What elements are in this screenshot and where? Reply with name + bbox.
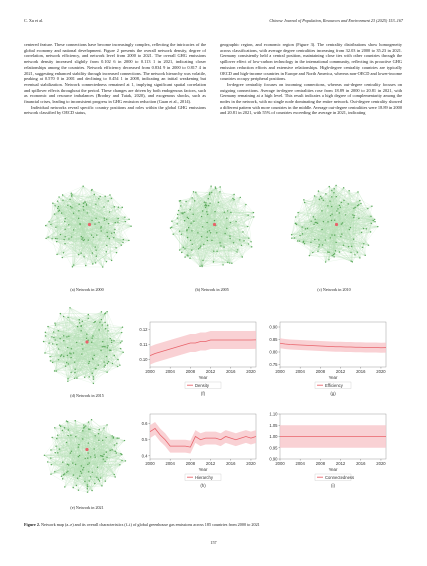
- figure-caption: [24, 522, 404, 527]
- x-tick-label: 2000: [145, 461, 155, 466]
- x-axis-label: Year: [198, 375, 208, 380]
- running-head-authors: C. Xu et al.: [24, 18, 44, 23]
- connectedness-chart: [260, 410, 390, 503]
- hub-node: [213, 223, 216, 226]
- network-caption: (e) Network in 2021: [70, 505, 104, 510]
- y-tick-label: 0.95: [269, 445, 278, 451]
- right-text-column: [220, 42, 402, 116]
- legend-label: Connectedness: [325, 474, 355, 480]
- y-tick-label: 0.4: [141, 453, 148, 459]
- network-caption: (c) Network in 2010: [317, 287, 351, 292]
- network-edges: [170, 186, 253, 266]
- y-tick-label: 0.90: [269, 324, 278, 330]
- network-map-2015: [40, 300, 130, 390]
- x-tick-label: 2012: [205, 461, 216, 466]
- panel-label: (h): [200, 483, 206, 488]
- x-tick-label: 2000: [275, 461, 285, 466]
- x-tick-label: 2020: [246, 369, 256, 374]
- network-map-2021: [40, 405, 130, 500]
- paragraph: geographic region, and economic region (Figure 3). The centrality distributions show homogeneity across classifications, with average degree centralities increasing from 32.03 in 2000 to 35.23 in 2021. Germany consistently held a central position, maintaining close ties with other countries through the spillover effect of low-carbon technology in the international community, reflecting its proactive GHG emission reduction efforts and extensive relationships. High-degree centrality countries are typically OECD and high-income countries in Europe and North America, whereas non-OECD and lower-income countries occupy peripheral positions.: [220, 42, 402, 82]
- hub-node: [85, 448, 88, 451]
- x-tick-label: 2000: [145, 369, 155, 374]
- x-axis-label: Year: [328, 375, 338, 380]
- x-tick-label: 2008: [315, 461, 326, 466]
- x-tick-label: 2008: [185, 369, 196, 374]
- legend-label: Density: [195, 382, 209, 388]
- hierarchy-chart: [130, 410, 260, 503]
- x-tick-label: 2008: [315, 369, 326, 374]
- hub-node: [85, 340, 88, 343]
- x-tick-label: 2004: [165, 461, 175, 466]
- panel-label: (g): [330, 391, 336, 396]
- x-tick-label: 2004: [295, 369, 305, 374]
- figure-label: Figure 2.: [24, 522, 40, 527]
- network-caption: (b) Network in 2005: [195, 287, 229, 292]
- x-tick-label: 2016: [356, 461, 366, 466]
- x-tick-label: 2000: [275, 369, 285, 374]
- hub-node: [335, 223, 338, 226]
- x-axis-label: Year: [328, 467, 338, 472]
- panel-label: (f): [200, 391, 206, 396]
- x-tick-label: 2020: [246, 461, 256, 466]
- x-axis-label: Year: [198, 467, 208, 472]
- network-caption: (a) Network in 2000: [70, 287, 104, 292]
- y-tick-label: 0.11: [139, 342, 148, 347]
- page-number: 157: [210, 540, 217, 545]
- x-tick-label: 2020: [376, 369, 386, 374]
- y-tick-label: 0.10: [139, 357, 148, 362]
- confidence-band: [150, 331, 256, 365]
- hub-node: [88, 223, 91, 226]
- density-chart: [130, 318, 260, 411]
- network-map-2005: [165, 170, 260, 285]
- x-tick-label: 2004: [295, 461, 305, 466]
- network-edges: [292, 185, 378, 262]
- x-tick-label: 2012: [205, 369, 216, 374]
- x-tick-label: 2008: [185, 461, 196, 466]
- figure-caption-text: Network map (a–e) and its overall characteristics (f–i) of global greenhouse gas emissions across 185 countries from 2000 to 2021: [39, 522, 260, 527]
- x-tick-label: 2016: [226, 461, 236, 466]
- network-map-2000: [40, 170, 135, 285]
- network-edges: [44, 308, 124, 384]
- network-map-2010: [287, 170, 382, 285]
- running-head-journal: Chinese Journal of Population, Resources and Environment 23 (2025) 153–167: [269, 18, 403, 23]
- network-edges: [46, 186, 131, 267]
- paragraph: centered feature. These connections have become increasingly complex, reflecting the intricacies of the global economy and national development. Figure 2 presents the overall network density, degree of correlation, network efficiency, and network level from 2000 to 2021. The overall GHG emissions network density increased slightly from 0.102 6 in 2000 to 0.113 1 in 2021, indicating closer relationships among the countries. Network efficiency decreased from 0.834 9 in 2000 to 0.817 4 in 2021, suggesting enhanced stability through increased connections. The network hierarchy was volatile, peaking at 0.570 0 in 2001 and declining to 0.454 1 in 2008, indicating an initial weakening but eventual stabilization. Network connectedness remained at 1, implying significant spatial correlation and spillover effects throughout the period. These changes are driven by both endogenous factors, such as economic and resource imbalances (Brodny and Tutak, 2020), and exogenous shocks, such as financial crises, leading to inconsistent progress in GHG emission reduction (Guan et al., 2014).: [24, 42, 206, 105]
- y-tick-label: 0.90: [269, 456, 278, 462]
- y-tick-label: 0.75: [269, 362, 278, 367]
- x-tick-label: 2004: [165, 369, 175, 374]
- legend-label: Efficiency: [325, 382, 343, 388]
- y-tick-label: 0.12: [139, 327, 148, 332]
- paragraph: In-degree centrality focuses on incoming connections, whereas out-degree centrality focuses on outgoing connections. Average in-degree centralities rose from 18.89 in 2000 to 20.81 in 2021, with Germany remaining at a high level. This result indicates a high degree of complementarity among the nodes in the network, with no single node dominating the entire network. Out-degree centrality showed a different pattern with more countries in the middle. Average out-degree centralities were 18.89 in 2000 and 20.81 in 2021, with 55% of countries exceeding the average in 2021, indicating: [220, 81, 402, 116]
- x-tick-label: 2012: [335, 369, 346, 374]
- efficiency-chart: [260, 318, 390, 411]
- legend-label: Hierarchy: [195, 474, 213, 480]
- x-tick-label: 2016: [356, 369, 366, 374]
- y-tick-label: 0.80: [269, 349, 278, 355]
- left-text-column: [24, 42, 206, 116]
- y-tick-label: 1.05: [269, 422, 278, 428]
- y-tick-label: 1.10: [269, 411, 278, 417]
- y-tick-label: 0.6: [141, 421, 148, 427]
- x-tick-label: 2016: [226, 369, 236, 374]
- x-tick-label: 2012: [335, 461, 346, 466]
- y-tick-label: 0.85: [269, 337, 278, 342]
- y-tick-label: 0.5: [141, 437, 148, 443]
- paragraph: Individual networks reveal specific country positions and roles within the global GHG emissions network classified by OECD status,: [24, 104, 206, 116]
- confidence-band: [280, 338, 386, 352]
- panel-label: (i): [331, 483, 335, 488]
- y-tick-label: 1.00: [269, 434, 278, 439]
- confidence-band: [150, 422, 256, 453]
- network-caption: (d) Network in 2015: [70, 393, 104, 398]
- x-tick-label: 2020: [376, 461, 386, 466]
